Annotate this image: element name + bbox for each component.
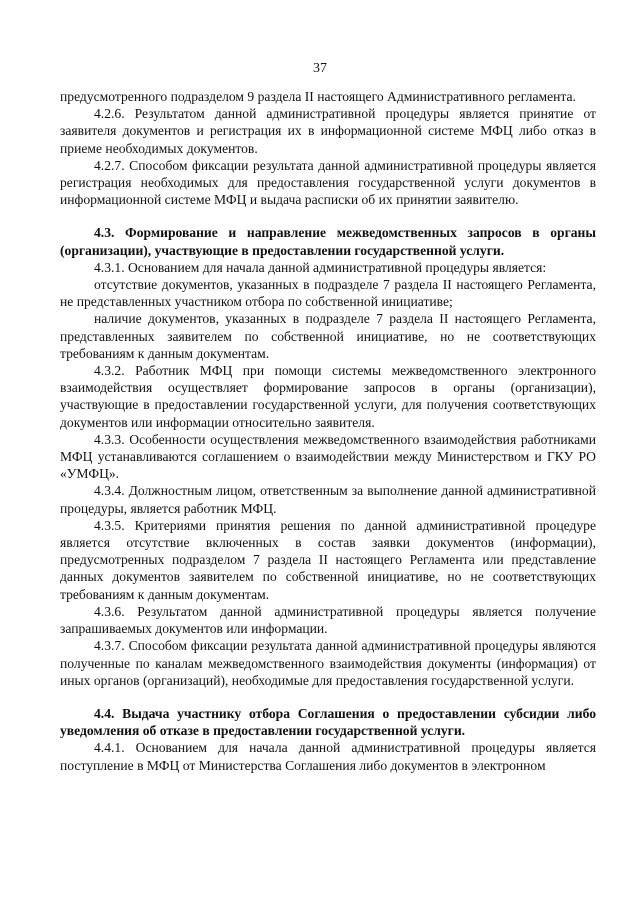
paragraph-4-4-1: 4.4.1. Основанием для начала данной административной процедуры является поступление в МФЦ от Министерства Соглашения либо документов в электронном — [60, 740, 596, 773]
paragraph-4-3-4: 4.3.4. Должностным лицом, ответственным за выполнение данной административной процедуры, является работник МФЦ. — [60, 483, 596, 516]
paragraph-continuation: предусмотренного подразделом 9 раздела II настоящего Административного регламента. — [60, 89, 576, 104]
paragraph-4-2-7: 4.2.7. Способом фиксации результата данной административной процедуры является регистрация необходимых для предоставления государственной услуги документов в информационной системе МФЦ и выдача расписки об их принятии заявителю. — [60, 157, 596, 208]
section-gap — [60, 208, 596, 224]
section-heading-4-3: 4.3. Формирование и направление межведомственных запросов в органы (организации), участвующие в предоставлении государственной услуги. — [60, 225, 596, 258]
page-number: 37 — [313, 61, 327, 76]
paragraph-4-3-2: 4.3.2. Работник МФЦ при помощи системы межведомственного электронного взаимодействия осуществляет формирование запросов в органы (организации), участвующие в предоставлении государственной услуги, для получения соответствующих документов или информации относительно заявителя. — [60, 363, 596, 430]
paragraph-4-3-3: 4.3.3. Особенности осуществления межведомственного взаимодействия работниками МФЦ устанавливаются соглашением о взаимодействии между Министерством и ГКУ РО «УМФЦ». — [60, 431, 596, 482]
paragraph-4-2-6: 4.2.6. Результатом данной административной процедуры является принятие от заявителя документов и регистрация их в информационной системе МФЦ либо отказ в приеме необходимых документов. — [60, 106, 596, 156]
paragraph-4-3-1: 4.3.1. Основанием для начала данной административной процедуры является: — [94, 259, 547, 275]
section-gap — [60, 689, 596, 705]
paragraph-4-3-5: 4.3.5. Критериями принятия решения по данной административной процедуре является отсутствие включенных в состав заявки документов (информации), предусмотренных подразделом 7 раздела II настоящего Регламента или представление данных документов заявителем по собственной инициативе, но не соответствующих требованиям к данным документам. — [60, 517, 596, 602]
paragraph-absence-of-documents: отсутствие документов, указанных в подразделе 7 раздела II настоящего Регламента, не представленных участником отбора по собственной инициативе; — [60, 277, 596, 310]
paragraph-4-3-6: 4.3.6. Результатом данной административной процедуры является получение запрашиваемых документов или информации. — [60, 603, 596, 637]
document-body — [60, 88, 596, 774]
paragraph-presence-of-documents: наличие документов, указанных в подразделе 7 раздела II настоящего Регламента, представленных заявителем по собственной инициативе, но не соответствующих требованиям к данным документам. — [60, 311, 596, 361]
section-heading-4-4: 4.4. Выдача участнику отбора Соглашения о предоставлении субсидии либо уведомления об отказе в предоставлении государственной услуги. — [60, 705, 596, 739]
paragraph-4-3-7: 4.3.7. Способом фиксации результата данной административной процедуры являются полученные по каналам межведомственного взаимодействия документы (информация) от иных органов (организаций), необходимые для предоставления государственной услуги. — [60, 638, 596, 688]
